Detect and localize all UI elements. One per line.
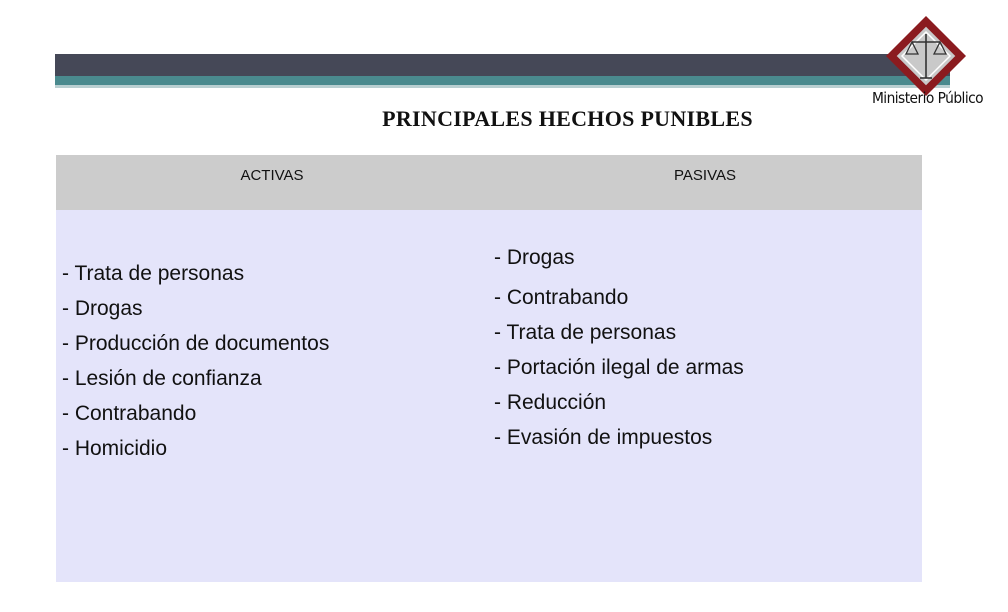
list-item: - Evasión de impuestos [494,426,713,449]
list-item: - Producción de documentos [62,332,330,355]
offenses-table [56,155,922,582]
list-item: - Contrabando [494,286,629,309]
list-item: - Reducción [494,391,607,414]
header-band-teal [55,76,950,85]
activas-list [62,256,329,466]
list-item: - Homicidio [62,437,168,460]
page-title: PRINCIPALES HECHOS PUNIBLES [382,106,753,131]
list-item: - Trata de personas [62,262,245,285]
list-item: - Drogas [62,297,143,320]
header-band-light [55,85,950,88]
logo-text: Ministerio Público [871,89,984,107]
table-body-row [56,210,922,582]
column-header-pasivas: PASIVAS [674,167,736,184]
list-item: - Drogas [494,246,575,269]
table-header-row [56,155,922,210]
list-item: - Contrabando [62,402,197,425]
column-header-activas: ACTIVAS [240,167,304,184]
header-band-dark [55,54,950,76]
list-item: - Lesión de confianza [62,367,262,390]
pasivas-list [494,240,744,455]
list-item: - Trata de personas [494,321,677,344]
list-item: - Portación ilegal de armas [494,356,744,379]
